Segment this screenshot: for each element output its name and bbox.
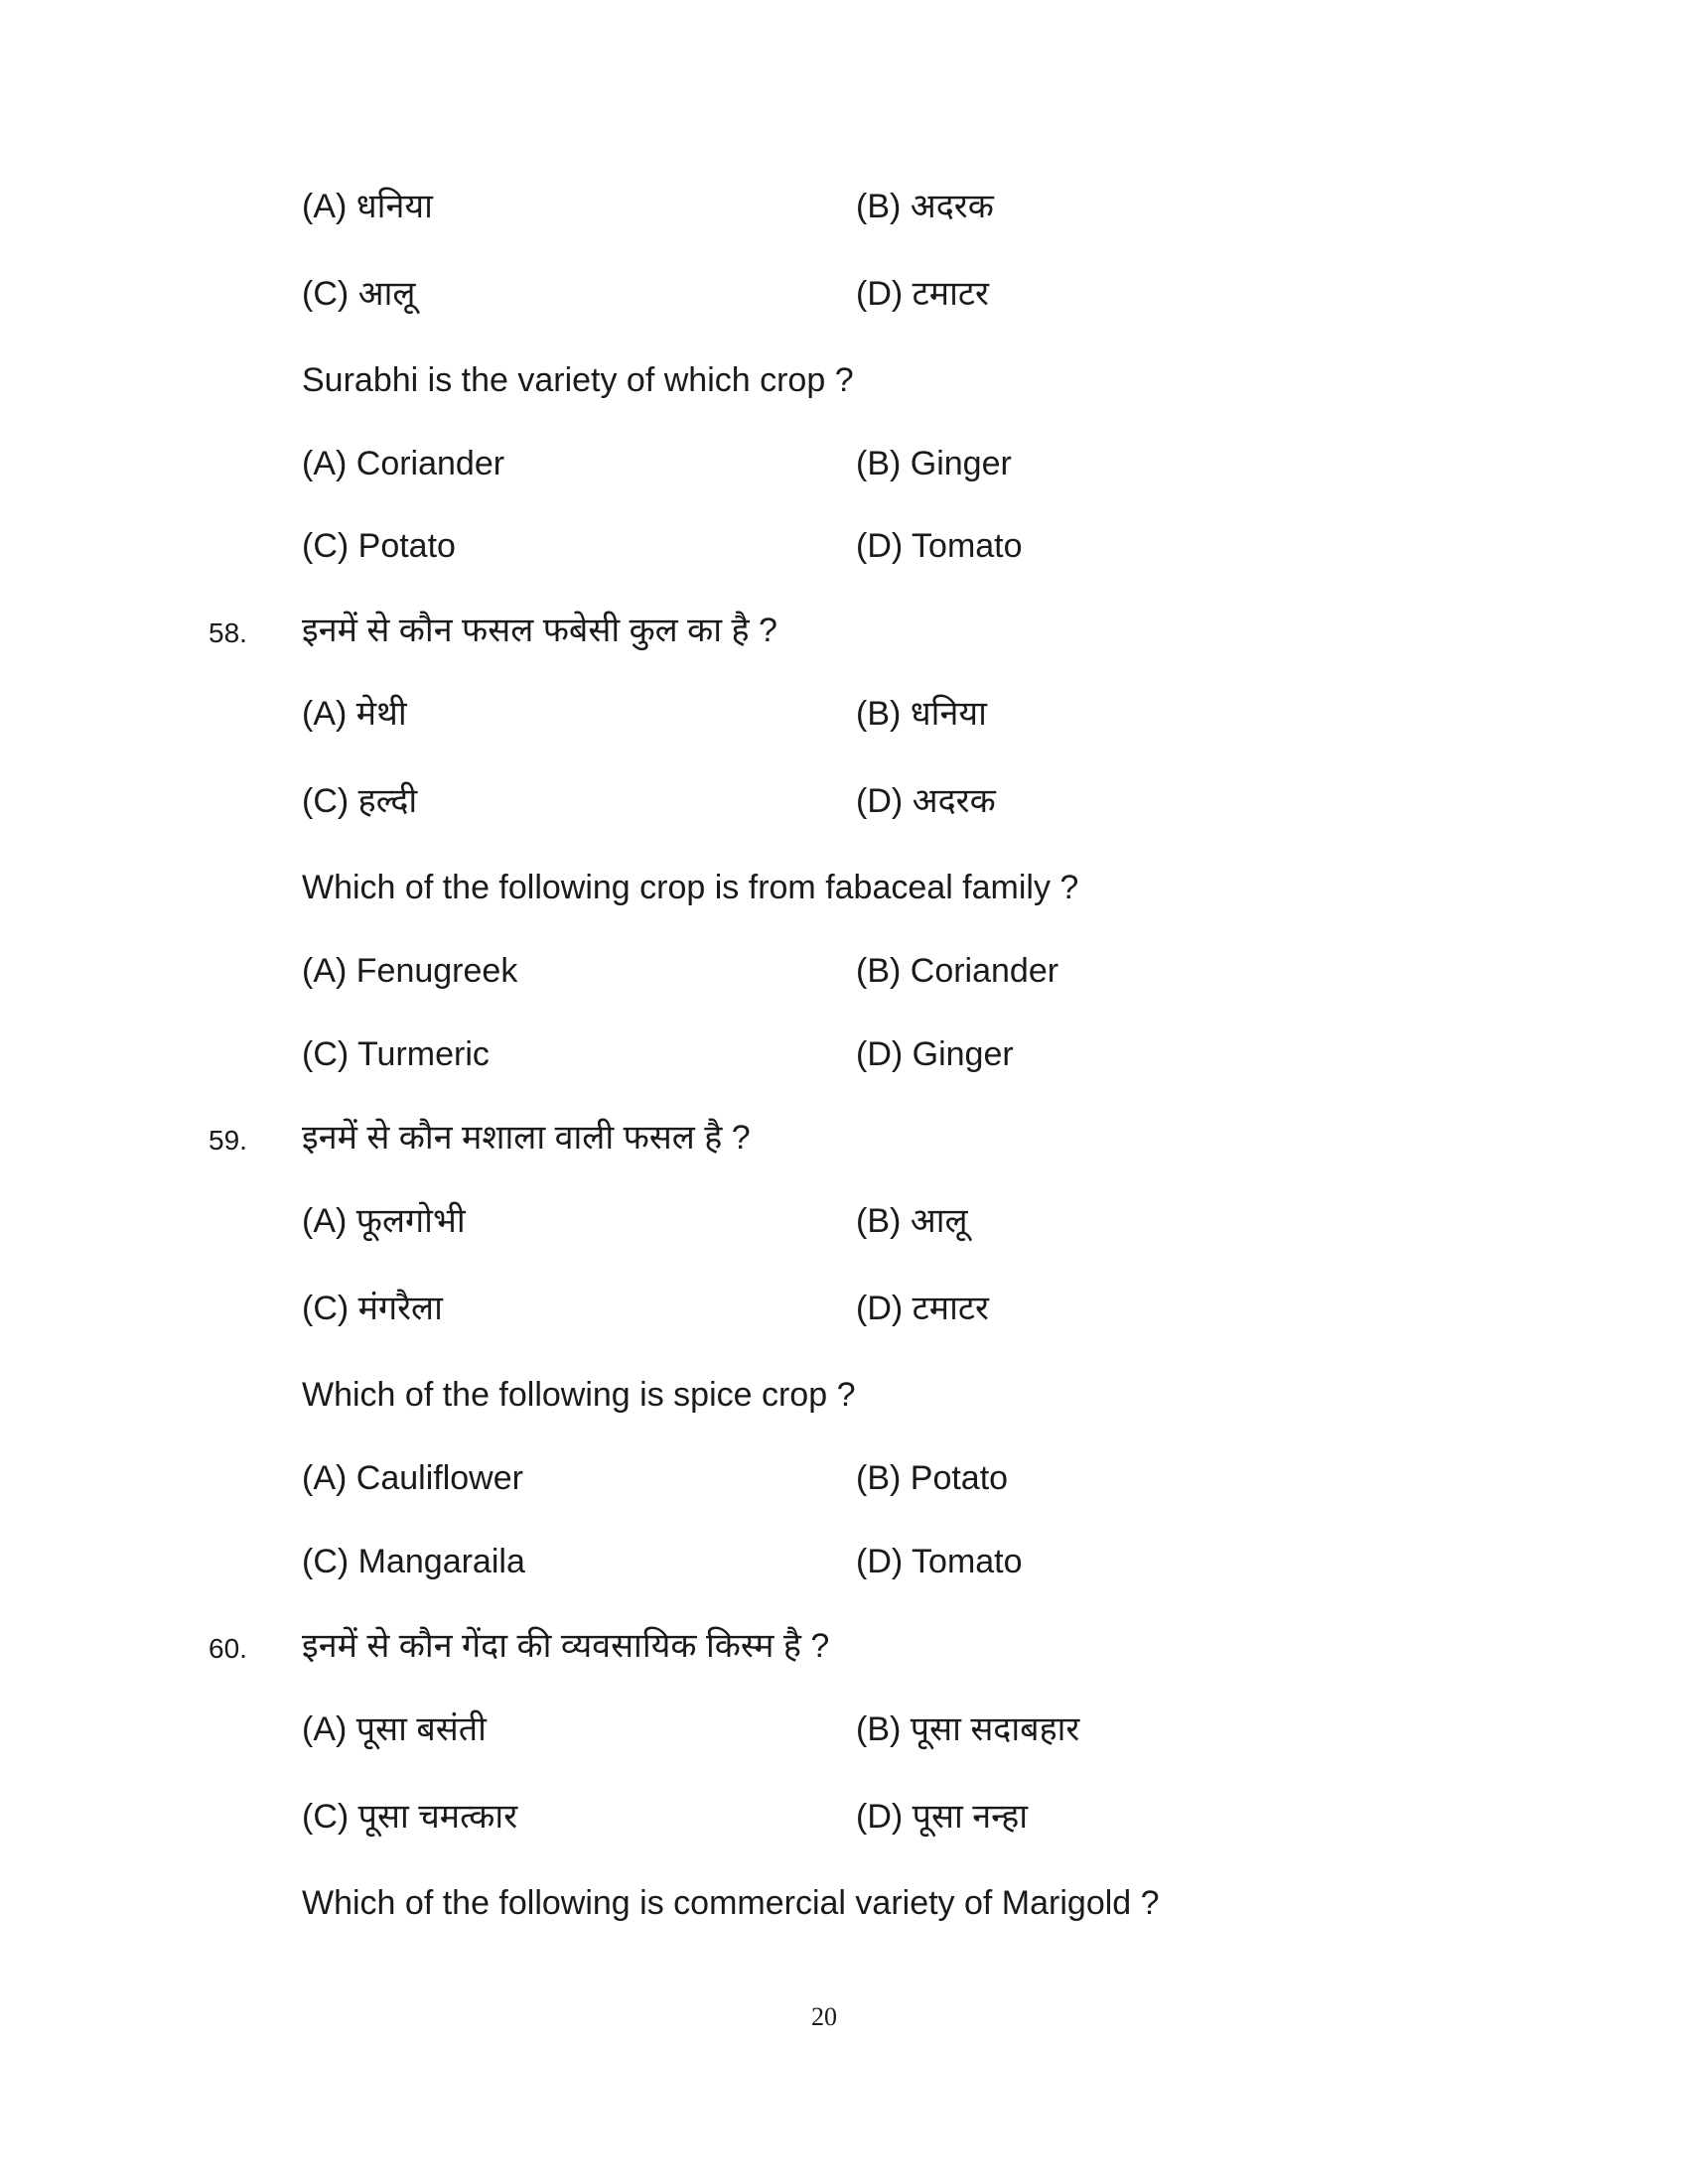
option-a: (A) Fenugreek: [302, 952, 518, 990]
question-text-en: Which of the following is commercial variety of Marigold ?: [302, 1884, 1160, 1922]
option-c: (C) Potato: [302, 527, 456, 565]
option-a: (A) धनिया: [302, 188, 433, 225]
option-c: (C) Turmeric: [302, 1035, 490, 1073]
option-b: (B) Potato: [856, 1459, 1009, 1497]
question-text-en: Surabhi is the variety of which crop ?: [302, 361, 854, 399]
question-text-en: Which of the following crop is from fabaceal family ?: [302, 869, 1079, 906]
option-b: (B) पूसा सदाबहार: [856, 1710, 1080, 1748]
option-b: (B) धनिया: [856, 695, 987, 733]
option-b: (B) अदरक: [856, 188, 994, 225]
option-a: (A) पूसा बसंती: [302, 1710, 487, 1748]
option-a: (A) Cauliflower: [302, 1459, 523, 1497]
question-number: 59.: [209, 1125, 247, 1156]
option-d: (D) पूसा नन्हा: [856, 1798, 1029, 1836]
option-d: (D) टमाटर: [856, 275, 989, 313]
option-a: (A) मेथी: [302, 695, 407, 733]
question-text-en: Which of the following is spice crop ?: [302, 1376, 856, 1414]
option-b: (B) Ginger: [856, 445, 1012, 482]
question-number: 60.: [209, 1633, 247, 1664]
option-b: (B) आलू: [856, 1202, 968, 1240]
option-d: (D) Ginger: [856, 1035, 1014, 1073]
option-c: (C) मंगरैला: [302, 1290, 443, 1327]
option-c: (C) हल्दी: [302, 782, 418, 820]
question-text-hi: इनमें से कौन फसल फबेसी कुल का है ?: [302, 612, 777, 649]
option-b: (B) Coriander: [856, 952, 1059, 990]
option-d: (D) टमाटर: [856, 1290, 989, 1327]
option-c: (C) पूसा चमत्कार: [302, 1798, 518, 1836]
option-d: (D) Tomato: [856, 527, 1023, 565]
question-text-hi: इनमें से कौन मशाला वाली फसल है ?: [302, 1119, 751, 1157]
question-number: 58.: [209, 617, 247, 648]
option-c: (C) Mangaraila: [302, 1543, 525, 1580]
page-number: 20: [811, 2002, 837, 2031]
option-d: (D) Tomato: [856, 1543, 1023, 1580]
option-a: (A) फूलगोभी: [302, 1202, 466, 1240]
question-text-hi: इनमें से कौन गेंदा की व्यवसायिक किस्म है ?: [302, 1627, 830, 1665]
option-a: (A) Coriander: [302, 445, 505, 482]
option-d: (D) अदरक: [856, 782, 996, 820]
option-c: (C) आलू: [302, 275, 416, 313]
